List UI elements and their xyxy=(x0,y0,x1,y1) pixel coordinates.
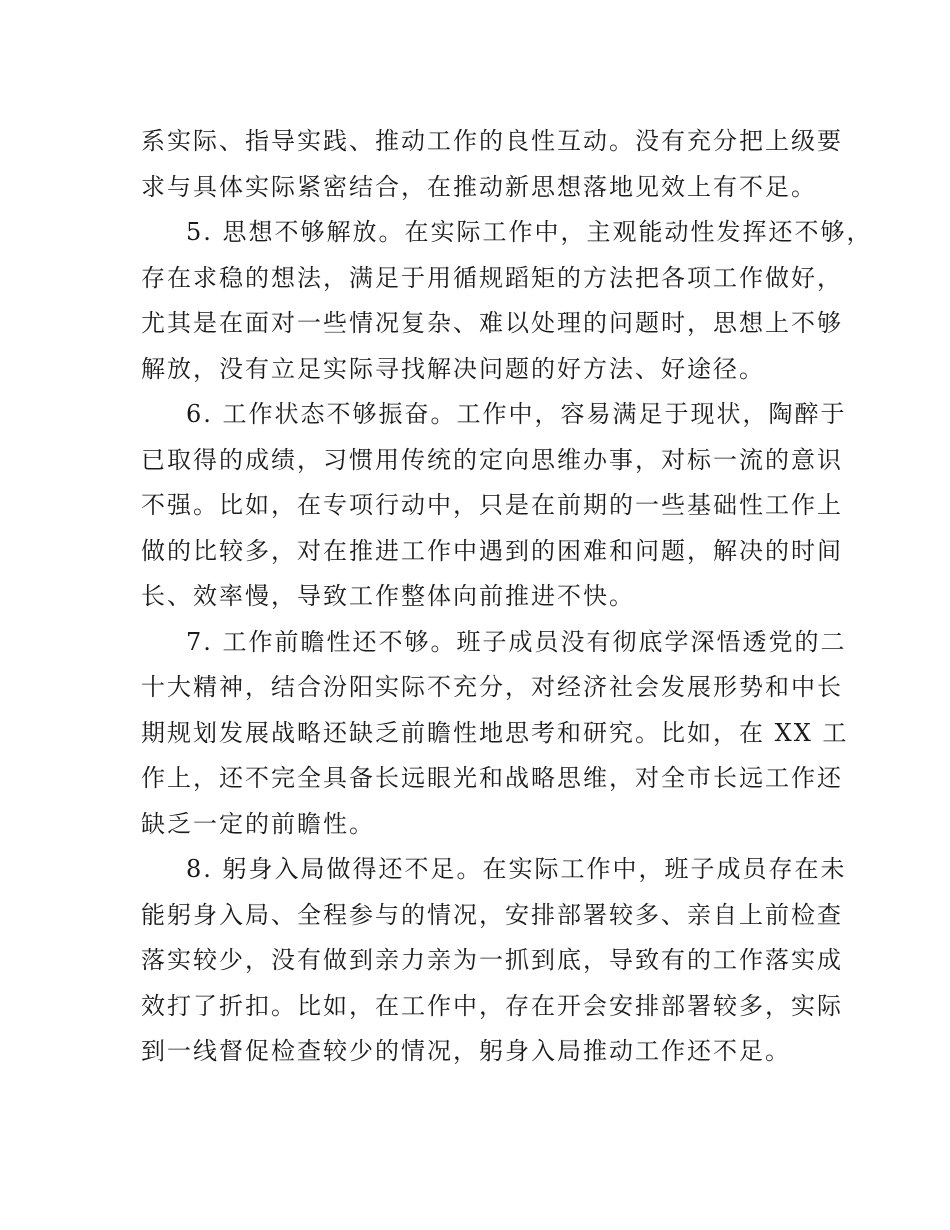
text-line: 系实际、指导实践、推动工作的良性互动。没有充分把上级要 xyxy=(141,127,843,155)
text-line: 做的比较多，对在推进工作中遇到的困难和问题，解决的时间 xyxy=(141,536,843,565)
text-line: 落实较少，没有做到亲力亲为一抓到底，导致有的工作落实成 xyxy=(141,946,843,974)
paragraph-item-8 xyxy=(141,847,847,1075)
text-line: 能躬身入局、全程参与的情况，安排部署较多、亲自上前检查 xyxy=(141,900,843,929)
text-line: 5. 思想不够解放。在实际工作中，主观能动性发挥还不够， xyxy=(186,218,873,246)
text-line: 尤其是在面对一些情况复杂、难以处理的问题时，思想上不够 xyxy=(141,309,843,337)
text-line: 到一线督促检查较少的情况，躬身入局推动工作还不足。 xyxy=(141,1037,791,1065)
text-line: 长、效率慢，导致工作整体向前推进不快。 xyxy=(141,582,635,610)
text-line: 已取得的成绩，习惯用传统的定向思维办事，对标一流的意识 xyxy=(141,445,843,474)
text-line: 8. 躬身入局做得还不足。在实际工作中，班子成员存在未 xyxy=(186,855,847,883)
text-line: 求与具体实际紧密结合，在推动新思想落地见效上有不足。 xyxy=(141,172,817,201)
text-line: 缺乏一定的前瞻性。 xyxy=(141,809,375,838)
text-line: 存在求稳的想法，满足于用循规蹈矩的方法把各项工作做好， xyxy=(141,263,843,292)
text-line: 解放，没有立足实际寻找解决问题的好方法、好途径。 xyxy=(141,354,765,383)
document-body xyxy=(141,119,873,1075)
paragraph-continuation xyxy=(141,119,843,210)
text-line: 7. 工作前瞻性还不够。班子成员没有彻底学深悟透党的二 xyxy=(186,627,847,656)
text-line: 期规划发展战略还缺乏前瞻性地思考和研究。比如，在 XX 工 xyxy=(141,718,849,747)
text-line: 不强。比如，在专项行动中，只是在前期的一些基础性工作上 xyxy=(141,491,843,519)
text-line: 作上，还不完全具备长远眼光和战略思维，对全市长远工作还 xyxy=(141,764,843,792)
text-line: 效打了折扣。比如，在工作中，存在开会安排部署较多，实际 xyxy=(141,991,843,1020)
paragraph-item-7 xyxy=(141,620,849,848)
paragraph-item-5 xyxy=(141,210,873,392)
paragraph-item-6 xyxy=(141,392,847,620)
text-line: 十大精神，结合汾阳实际不充分，对经济社会发展形势和中长 xyxy=(141,673,843,701)
text-line: 6. 工作状态不够振奋。工作中，容易满足于现状，陶醉于 xyxy=(186,400,847,428)
